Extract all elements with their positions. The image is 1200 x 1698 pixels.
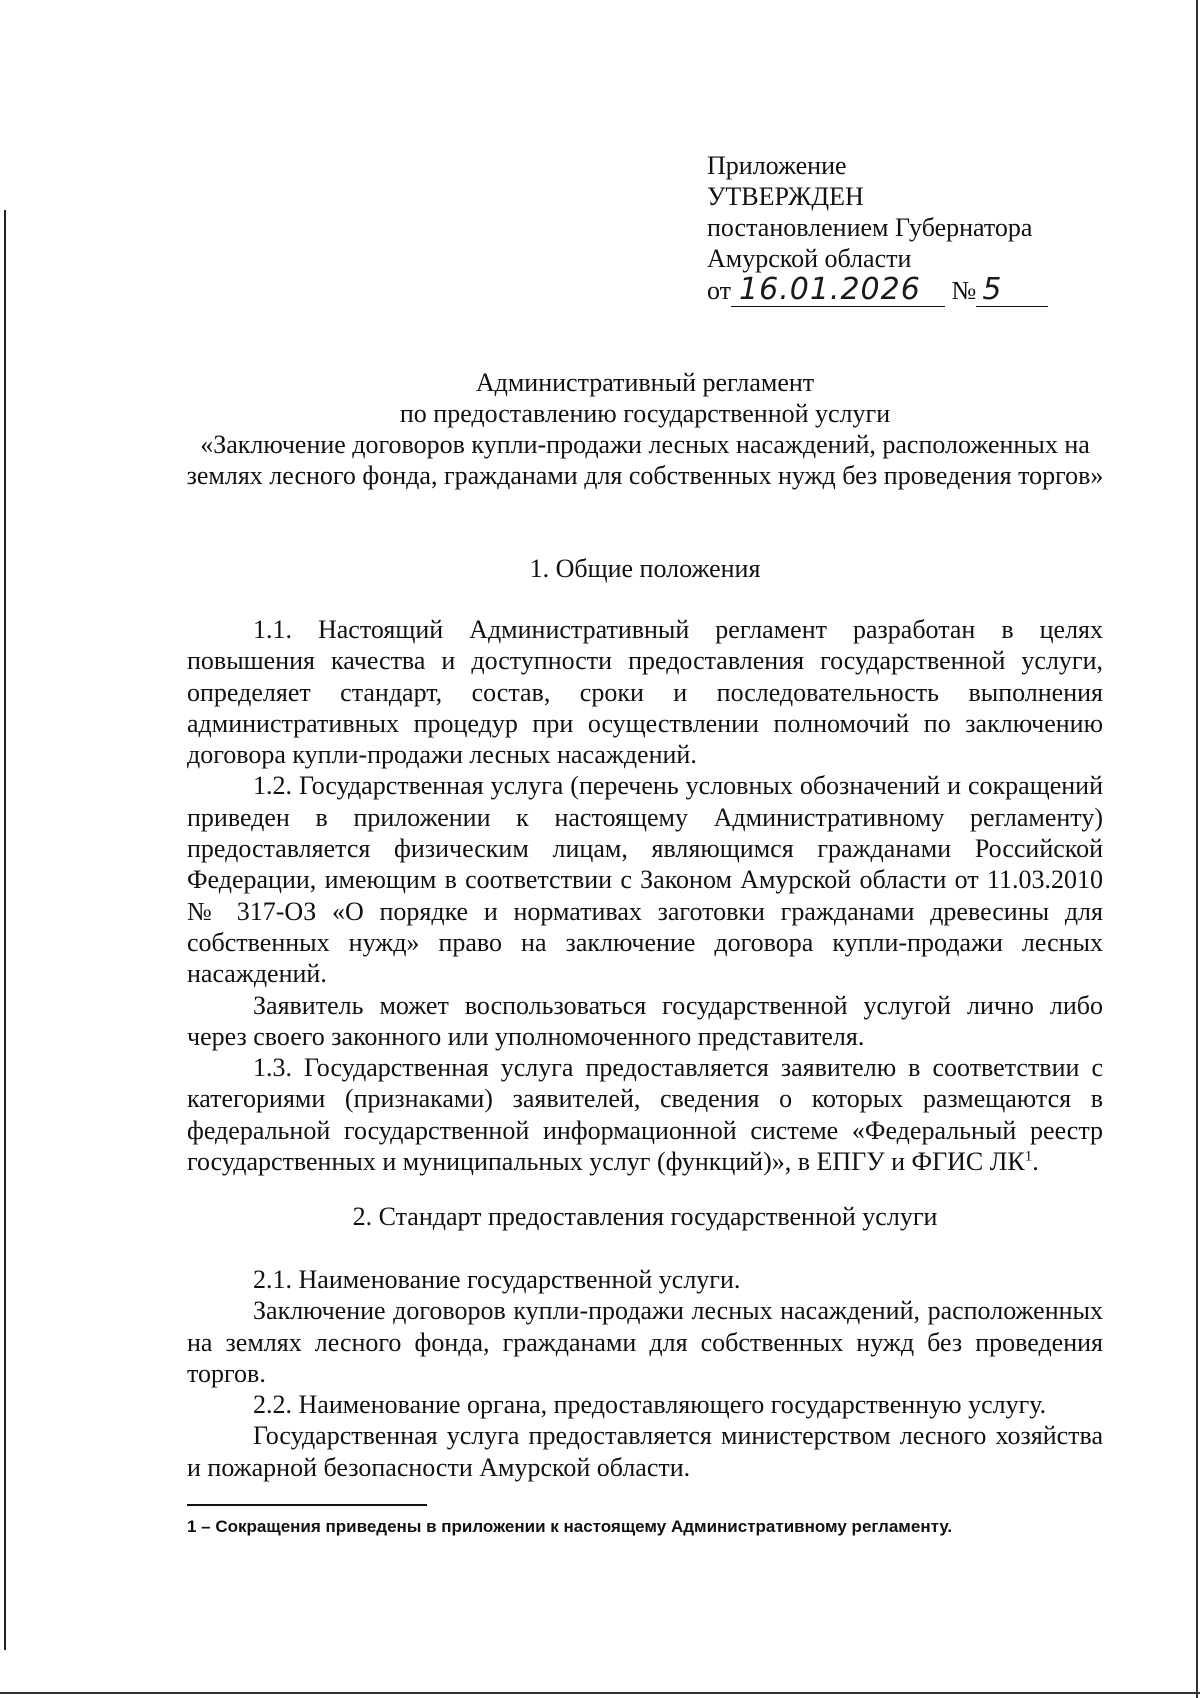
scan-edge-left <box>4 210 6 1650</box>
approval-stamp-block <box>707 150 1048 307</box>
footnote-separator <box>187 1504 427 1506</box>
handwritten-number: 5 <box>982 272 1003 307</box>
handwritten-date: 16.01.2026 <box>739 272 921 307</box>
date-field <box>731 274 945 307</box>
paragraph-1-3-text: 1.3. Государственная услуга предоставляется заявителю в соответствии с категориями (признаками) заявителей, сведения о которых размещаются в федеральной государственной информационной системе «Федеральный реестр государственных и муниципальных услуг (функций)», в ЕПГУ и ФГИС ЛК <box>187 1053 1103 1177</box>
section-2-heading: 2. Стандарт предоставления государственной услуги <box>352 1202 938 1231</box>
section-1-body <box>187 614 1103 1177</box>
scan-edge-right <box>1196 0 1198 1698</box>
paragraph-2-1: 2.1. Наименование государственной услуги. <box>253 1265 741 1294</box>
paragraph-applicant: Заявитель может воспользоваться государственной услугой лично либо через своего законного или уполномоченного представителя. <box>187 990 1103 1051</box>
approval-line-resolution: постановлением Губернатора <box>707 213 1033 242</box>
approval-date-number-line <box>707 274 1048 307</box>
footnote-ref: 1 <box>1024 1148 1033 1165</box>
paragraph-1-3-end: . <box>1032 1147 1039 1177</box>
title-line-2: по предоставлению государственной услуги <box>399 399 891 428</box>
paragraph-2-2: 2.2. Наименование органа, предоставляющего государственную услугу. <box>253 1390 1047 1420</box>
number-prefix: № <box>951 276 977 305</box>
approval-line-region: Амурской области <box>707 244 912 273</box>
title-line-1: Административный регламент <box>475 368 815 397</box>
scan-edge-bottom <box>0 1692 1200 1694</box>
paragraph-1-2: 1.2. Государственная услуга (перечень условных обозначений и сокращений приведен в приложении к настоящему Административному регламенту) предоставляется физическим лицам, являющимся гражданами Российской Федерации, имеющим в соответствии с Законом Амурской области от 11.03.2010 № 317-ОЗ «О порядке и нормативах заготовки гражданами древесины для собственных нужд» право на заключение договора купли-продажи лесных насаждений. <box>187 771 1103 989</box>
document-title <box>185 367 1105 491</box>
title-line-3: «Заключение договоров купли-продажи лесных насаждений, расположенных на землях лесного фонда, гражданами для собственных нужд без проведения торгов» <box>186 430 1104 490</box>
section-1-heading: 1. Общие положения <box>529 554 761 583</box>
section-2-body <box>187 1264 1103 1483</box>
paragraph-service-name: Заключение договоров купли-продажи лесных насаждений, расположенных на землях лесного фонда, гражданами для собственных нужд без проведения торгов. <box>187 1296 1103 1388</box>
paragraph-authority: Государственная услуга предоставляется министерством лесного хозяйства и пожарной безопасности Амурской области. <box>187 1421 1103 1482</box>
paragraph-1-1: 1.1. Настоящий Административный регламент разработан в целях повышения качества и доступности предоставления государственной услуги, определяет стандарт, состав, сроки и последовательность выполнения административных процедур при осуществлении полномочий по заключению договора купли-продажи лесных насаждений. <box>187 615 1103 770</box>
number-field <box>976 274 1048 307</box>
approval-line-approved: УТВЕРЖДЕН <box>707 182 864 211</box>
approval-line-appendix: Приложение <box>707 151 847 180</box>
footnote: 1 – Сокращения приведены в приложении к настоящему Административному регламенту. <box>187 1517 953 1536</box>
date-prefix: от <box>707 276 732 305</box>
paragraph-1-3 <box>187 1052 1103 1177</box>
